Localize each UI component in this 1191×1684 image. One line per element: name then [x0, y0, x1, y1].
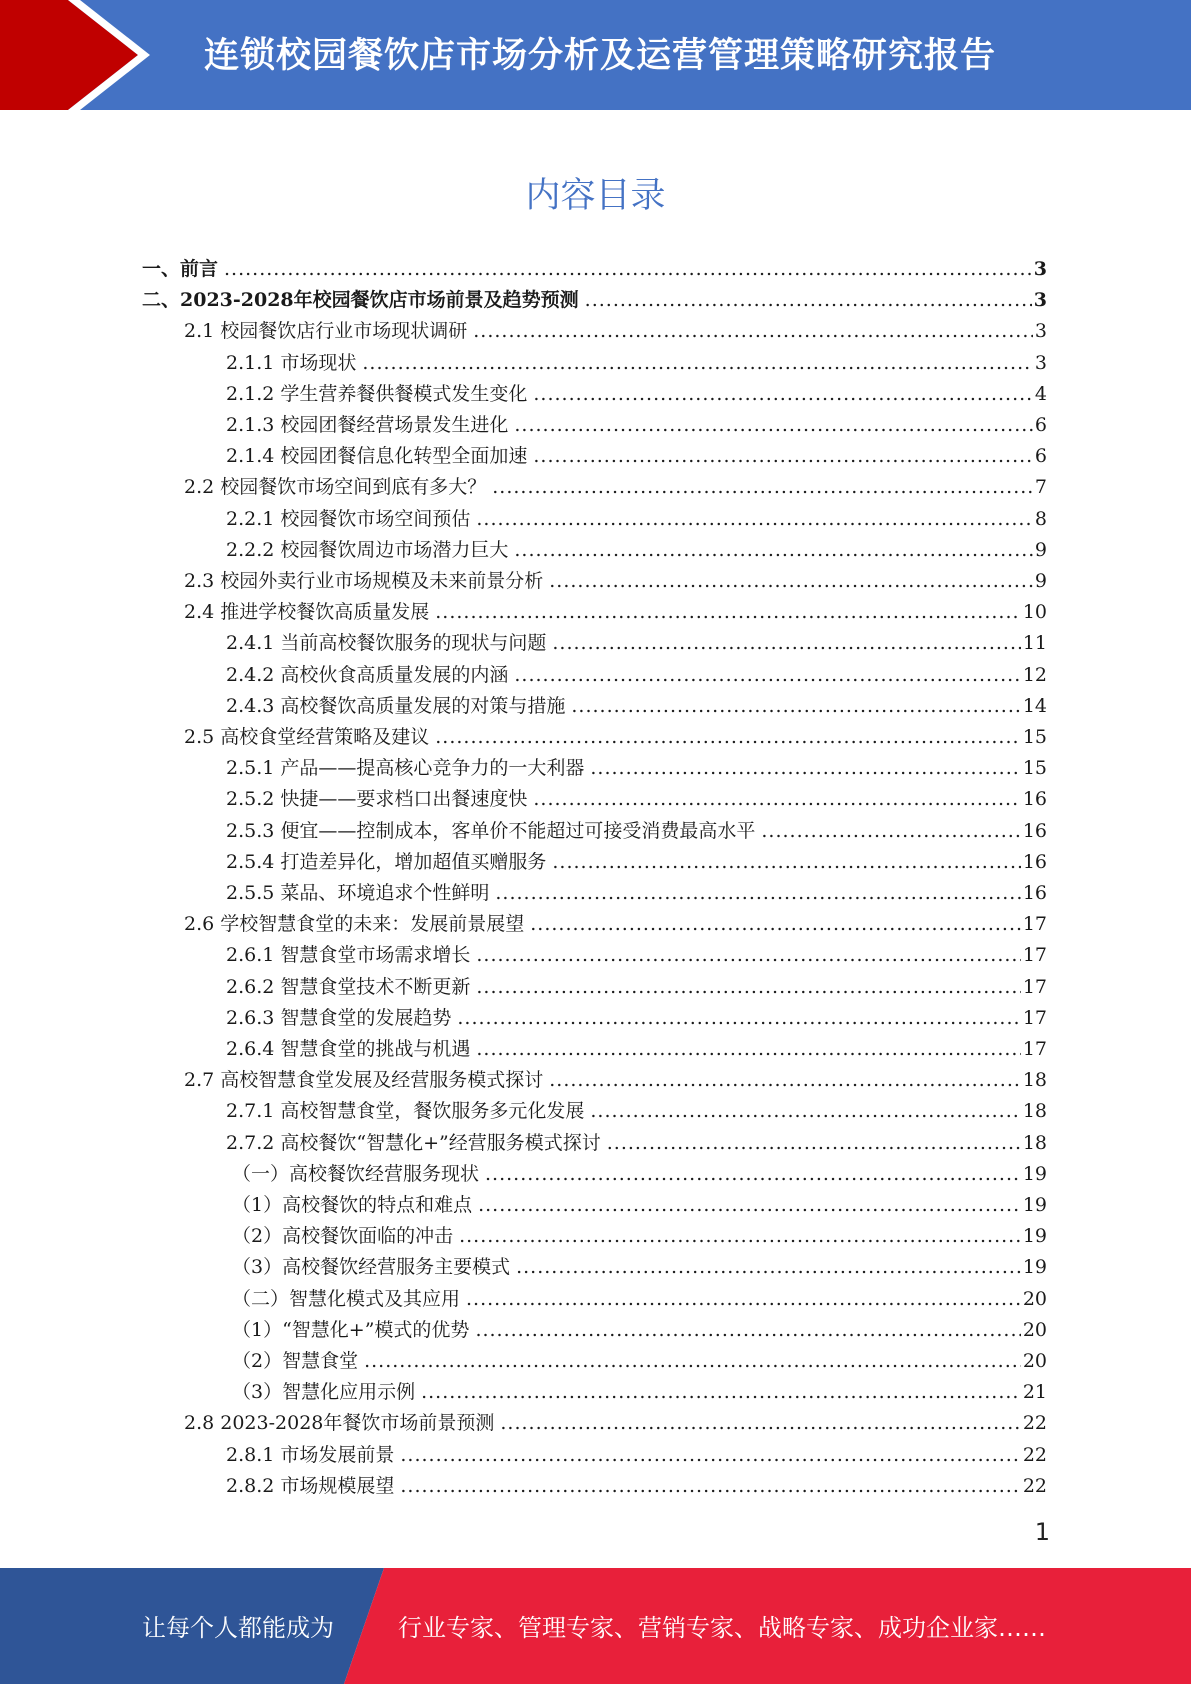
toc-entry[interactable] [142, 254, 1047, 285]
toc-leader-dots [533, 784, 1020, 815]
toc-leader-dots [761, 816, 1020, 847]
toc-leader-dots [478, 1190, 1021, 1221]
toc-entry[interactable] [226, 878, 1047, 909]
footer-slogan-right: 行业专家、管理专家、营销专家、战略专家、成功企业家…… [398, 1614, 1046, 1642]
toc-entry-page: 9 [1034, 539, 1047, 561]
toc-leader-dots [590, 753, 1020, 784]
toc-entry-title: 2.5.4 打造差异化，增加超值买赠服务 [226, 851, 547, 873]
toc-entry-title: 2.6.1 智慧食堂市场需求增长 [226, 944, 471, 966]
toc-entry-title: 2.4 推进学校餐饮高质量发展 [184, 601, 430, 623]
toc-entry-page: 3 [1033, 289, 1047, 311]
toc-entry-page: 9 [1034, 570, 1047, 592]
toc-leader-dots [476, 1034, 1020, 1065]
toc-heading: 内容目录 [525, 176, 666, 216]
toc-entry-title: 2.6.4 智慧食堂的挑战与机遇 [226, 1038, 471, 1060]
toc-entry-title: 2.8.1 市场发展前景 [226, 1444, 395, 1466]
toc-entry[interactable] [232, 1346, 1047, 1377]
toc-entry[interactable] [226, 535, 1047, 566]
toc-entry[interactable] [142, 285, 1047, 316]
toc-entry-title: 2.1.4 校园团餐信息化转型全面加速 [226, 445, 528, 467]
page-number: 1 [1034, 1518, 1050, 1546]
toc-entry-title: 2.1 校园餐饮店行业市场现状调研 [184, 320, 468, 342]
toc-entry[interactable] [226, 816, 1047, 847]
toc-entry-page: 18 [1022, 1100, 1047, 1122]
toc-leader-dots [476, 972, 1020, 1003]
toc-entry-page: 14 [1022, 695, 1047, 717]
toc-entry[interactable] [226, 660, 1047, 691]
toc-leader-dots [516, 1252, 1021, 1283]
toc-entry-title: 2.8 2023-2028年餐饮市场前景预测 [184, 1412, 495, 1434]
toc-entry-title: 2.5.1 产品——提高核心竞争力的一大利器 [226, 757, 585, 779]
toc-entry-page: 17 [1022, 1007, 1047, 1029]
toc-entry[interactable] [226, 379, 1047, 410]
toc-entry-page: 16 [1022, 851, 1047, 873]
toc-entry-title: 2.8.2 市场规模展望 [226, 1475, 395, 1497]
toc-leader-dots [362, 348, 1033, 379]
toc-leader-dots [473, 316, 1033, 347]
toc-entry[interactable] [232, 1284, 1047, 1315]
toc-entry[interactable] [184, 597, 1047, 628]
toc-leader-dots [459, 1221, 1021, 1252]
toc-entry-title: 2.5.3 便宜——控制成本，客单价不能超过可接受消费最高水平 [226, 820, 756, 842]
toc-entry-page: 10 [1022, 601, 1047, 623]
page-header [0, 0, 1191, 110]
toc-leader-dots [585, 285, 1032, 316]
toc-entry-page: 19 [1022, 1256, 1047, 1278]
toc-entry-title: 2.4.3 高校餐饮高质量发展的对策与措施 [226, 695, 566, 717]
toc-entry[interactable] [184, 909, 1047, 940]
toc-entry-page: 20 [1022, 1350, 1047, 1372]
toc-entry-page: 19 [1022, 1163, 1047, 1185]
toc-entry-title: 2.1.2 学生营养餐供餐模式发生变化 [226, 383, 528, 405]
toc-entry-page: 3 [1034, 320, 1047, 342]
toc-entry-title: 一、前言 [142, 258, 219, 280]
toc-leader-dots [476, 504, 1033, 535]
toc-entry[interactable] [226, 1003, 1047, 1034]
toc-entry-title: 2.7.1 高校智慧食堂，餐饮服务多元化发展 [226, 1100, 585, 1122]
toc-leader-dots [590, 1096, 1020, 1127]
toc-entry-page: 22 [1022, 1444, 1047, 1466]
footer-slogan-left: 让每个人都能成为 [142, 1614, 334, 1642]
toc-entry[interactable] [226, 628, 1047, 659]
toc-entry[interactable] [226, 504, 1047, 535]
toc-entry-title: （2）智慧食堂 [232, 1350, 359, 1372]
toc-entry-page: 16 [1022, 882, 1047, 904]
toc-entry[interactable] [226, 691, 1047, 722]
toc-entry-title: 2.2 校园餐饮市场空间到底有多大？ [184, 476, 487, 498]
toc-entry-page: 20 [1022, 1319, 1047, 1341]
toc-entry-page: 17 [1022, 976, 1047, 998]
toc-entry-page: 15 [1022, 757, 1047, 779]
toc-entry-title: 2.5.5 菜品、环境追求个性鲜明 [226, 882, 490, 904]
toc-entry[interactable] [226, 847, 1047, 878]
toc-entry-title: 2.6.3 智慧食堂的发展趋势 [226, 1007, 452, 1029]
toc-entry-title: 2.6 学校智慧食堂的未来：发展前景展望 [184, 913, 525, 935]
toc-leader-dots [476, 940, 1020, 971]
toc-entry-title: 2.1.3 校园团餐经营场景发生进化 [226, 414, 509, 436]
toc-leader-dots [466, 1284, 1021, 1315]
toc-entry[interactable] [232, 1252, 1047, 1283]
toc-entry-page: 6 [1034, 445, 1047, 467]
toc-entry-page: 18 [1022, 1069, 1047, 1091]
toc-entry[interactable] [184, 1065, 1047, 1096]
toc-entry-page: 3 [1034, 352, 1047, 374]
toc-entry-title: 2.5.2 快捷——要求档口出餐速度快 [226, 788, 528, 810]
toc-entry-title: （1）高校餐饮的特点和难点 [232, 1194, 473, 1216]
toc-leader-dots [607, 1128, 1021, 1159]
toc-entry[interactable] [232, 1190, 1047, 1221]
toc-entry[interactable] [226, 972, 1047, 1003]
toc-leader-dots [224, 254, 1032, 285]
toc-entry-title: （二）智慧化模式及其应用 [232, 1288, 461, 1310]
toc-entry-title: 2.7.2 高校餐饮“智慧化+”经营服务模式探讨 [226, 1132, 601, 1154]
toc-entry-page: 17 [1022, 944, 1047, 966]
toc-entry-title: 2.2.2 校园餐饮周边市场潜力巨大 [226, 539, 509, 561]
toc-leader-dots [571, 691, 1020, 722]
toc-entry-page: 22 [1022, 1412, 1047, 1434]
toc-leader-dots [514, 410, 1033, 441]
toc-entry-title: 2.7 高校智慧食堂发展及经营服务模式探讨 [184, 1069, 544, 1091]
toc-entry[interactable] [226, 940, 1047, 971]
toc-entry-page: 7 [1034, 476, 1047, 498]
toc-entry-page: 19 [1022, 1194, 1047, 1216]
toc-leader-dots [530, 909, 1021, 940]
toc-entry[interactable] [184, 1408, 1047, 1439]
toc-leader-dots [435, 722, 1021, 753]
toc-entry[interactable] [226, 1034, 1047, 1065]
toc-entry-title: （3）智慧化应用示例 [232, 1381, 416, 1403]
toc-entry-page: 11 [1022, 632, 1047, 654]
toc-leader-dots [421, 1377, 1021, 1408]
toc-entry-page: 17 [1022, 1038, 1047, 1060]
toc-entry-title: 2.6.2 智慧食堂技术不断更新 [226, 976, 471, 998]
toc-entry-title: 2.4.1 当前高校餐饮服务的现状与问题 [226, 632, 547, 654]
toc-entry[interactable] [226, 441, 1047, 472]
toc-entry-page: 6 [1034, 414, 1047, 436]
toc-entry[interactable] [226, 784, 1047, 815]
toc-entry-page: 22 [1022, 1475, 1047, 1497]
toc-entry[interactable] [232, 1159, 1047, 1190]
toc-entry-title: （一）高校餐饮经营服务现状 [232, 1163, 480, 1185]
toc-entry[interactable] [226, 1471, 1047, 1502]
toc-entry-title: （3）高校餐饮经营服务主要模式 [232, 1256, 511, 1278]
toc-entry-page: 8 [1034, 508, 1047, 530]
toc-entry[interactable] [226, 753, 1047, 784]
toc-entry[interactable] [226, 410, 1047, 441]
toc-entry[interactable] [226, 1128, 1047, 1159]
toc-entry-page: 12 [1022, 664, 1047, 686]
toc-leader-dots [400, 1440, 1020, 1471]
toc-leader-dots [549, 1065, 1021, 1096]
toc-entry-title: （1）“智慧化+”模式的优势 [232, 1319, 470, 1341]
toc-entry[interactable] [184, 722, 1047, 753]
toc-entry-page: 21 [1022, 1381, 1047, 1403]
toc-entry[interactable] [232, 1315, 1047, 1346]
toc-entry-title: 2.4.2 高校伙食高质量发展的内涵 [226, 664, 509, 686]
toc-leader-dots [435, 597, 1021, 628]
toc-entry-title: 2.2.1 校园餐饮市场空间预估 [226, 508, 471, 530]
toc-entry-page: 17 [1022, 913, 1047, 935]
toc-leader-dots [514, 535, 1033, 566]
toc-leader-dots [495, 878, 1020, 909]
toc-leader-dots [552, 628, 1020, 659]
toc-entry-title: （2）高校餐饮面临的冲击 [232, 1225, 454, 1247]
toc-entry-page: 3 [1033, 258, 1047, 280]
toc-entry[interactable] [232, 1221, 1047, 1252]
toc-entry-page: 15 [1022, 726, 1047, 748]
toc-leader-dots [533, 379, 1033, 410]
toc-entry-title: 2.1.1 市场现状 [226, 352, 357, 374]
toc-leader-dots [492, 472, 1033, 503]
header-arrow-icon [0, 0, 160, 110]
toc-entry-title: 二、2023-2028年校园餐饮店市场前景及趋势预测 [142, 289, 579, 311]
toc-leader-dots [400, 1471, 1020, 1502]
toc-entry[interactable] [226, 1096, 1047, 1127]
toc-entry-page: 16 [1022, 788, 1047, 810]
toc-leader-dots [500, 1408, 1020, 1439]
toc-entry-page: 18 [1022, 1132, 1047, 1154]
toc-entry[interactable] [226, 1440, 1047, 1471]
toc-entry-page: 4 [1034, 383, 1047, 405]
toc-entry[interactable] [184, 472, 1047, 503]
toc-leader-dots [457, 1003, 1020, 1034]
toc-leader-dots [552, 847, 1020, 878]
toc-entry-title: 2.3 校园外卖行业市场规模及未来前景分析 [184, 570, 544, 592]
toc-leader-dots [475, 1315, 1020, 1346]
toc-entry[interactable] [232, 1377, 1047, 1408]
toc-leader-dots [364, 1346, 1021, 1377]
toc-entry-title: 2.5 高校食堂经营策略及建议 [184, 726, 430, 748]
toc-leader-dots [514, 660, 1020, 691]
report-title: 连锁校园餐饮店市场分析及运营管理策略研究报告 [204, 36, 997, 76]
toc-leader-dots [485, 1159, 1021, 1190]
toc-leader-dots [549, 566, 1033, 597]
toc-entry-page: 19 [1022, 1225, 1047, 1247]
toc-entry[interactable] [184, 566, 1047, 597]
toc-entry-page: 16 [1022, 820, 1047, 842]
page-footer [0, 1568, 1191, 1684]
toc-entry[interactable] [226, 348, 1047, 379]
toc-entry[interactable] [184, 316, 1047, 347]
toc-leader-dots [533, 441, 1033, 472]
toc-entry-page: 20 [1022, 1288, 1047, 1310]
